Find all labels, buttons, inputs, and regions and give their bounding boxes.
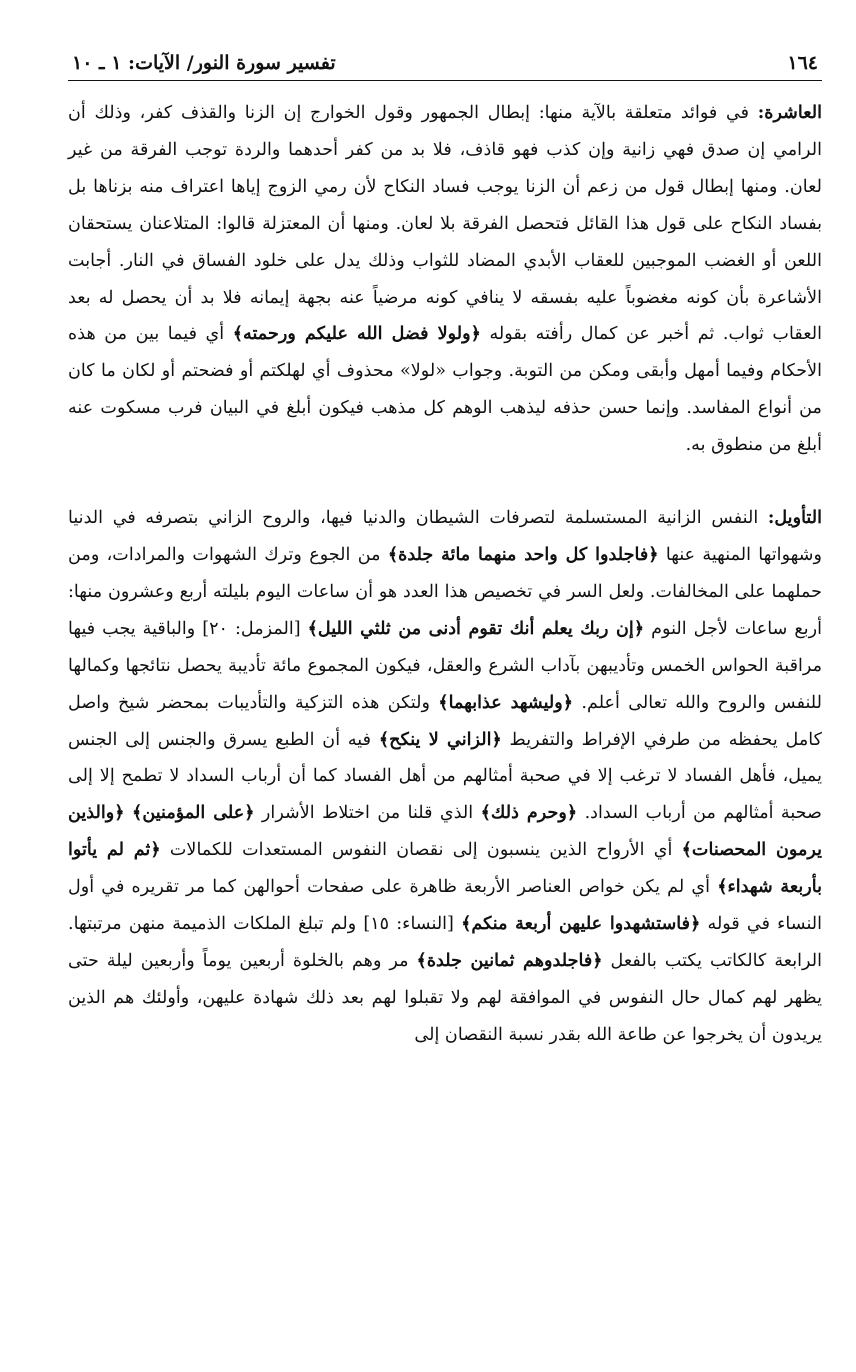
running-title: تفسير سورة النور/ الآيات: ١ ـ ١٠ (72, 52, 336, 74)
quran-verse: ﴿الزاني لا ينكح﴾ (378, 728, 502, 750)
text-segment: أي فيما بين من هذه الأحكام وفيما أمهل وأبقى ومكن من التوبة. وجواب «لولا» محذوف أي لهلكتم أو فضحتم أو لكان ما كان من أنواع المفاسد. وإنما حسن حذفه ليذهب الوهم كل مذهب فيكون أبلغ في البيان فرب مسكوت عنه أبلغ من منطوق به. (68, 324, 822, 456)
text-segment: من الجوع وترك الشهوات والمرادات، ومن حملهما على المخالفات. ولعل السر في تخصيص هذا العدد هو أن ساعات اليوم بليلته أربع وعشرون منها: أربع ساعات لأجل النوم (68, 544, 822, 639)
text-segment: أي لم يكن خواص العناصر الأربعة ظاهرة على صفحات أحوالهن كما مر تقريره في أول النساء في قوله (68, 877, 823, 935)
text-segment: [النساء: ١٥] ولم تبلغ الملكات الذميمة منهن مرتبتها. الرابعة كالكاتب يكتب بالفعل (68, 914, 822, 971)
quran-verse: ﴿إن ربك يعلم أنك تقوم أدنى من ثلثي الليل﴾ (307, 617, 645, 639)
text-segment: مر وهم بالخلوة أربعين يوماً وأربعين ليلة حتى يظهر لهم كمال حال النفوس في الموافقة لهم ولا تقبلوا لهم بعد ذلك شهادة عليهن، وأولئك هم الذين يريدون أن يخرجوا عن طاعة الله بقدر نسبة النقصان إلى (68, 950, 822, 1045)
page-number: ١٦٤ (787, 52, 818, 74)
text-segment: في فوائد متعلقة بالآية منها: إبطال الجمهور وقول الخوارج إن الزنا والقذف كفر، وذلك أن الرامي إن صدق فهي زانية وإن كذب فهو قاذف، فلا بد من كفر أحدهما والردة توجب الفرقة من غير لعان. ومنها إبطال قول من زعم أن الزنا يوجب فساد النكاح لأن رمي الزوج إياها اعتراف منه بزناها بل بفساد النكاح على قول هذا القائل فتحصل الفرقة بلا لعان. ومنها أن المعتزلة قالوا: المتلاعنان يستحقان اللعن أو الغضب الموجبين للعقاب الأبدي المضاد للثواب وذلك يدل على خلود الفساق في النار. أجابت الأشاعرة بأن كونه مغضوباً عليه بفسقه لا ينافي كونه مرضياً عنه بجهة إيمانه فلا بد أن يحصل له بعد العقاب ثواب. ثم أخبر عن كمال رأفته بقوله (68, 103, 822, 345)
quran-verse: ﴿فاستشهدوا عليهن أربعة منكم﴾ (461, 913, 701, 935)
text-segment (125, 803, 132, 823)
quran-verse: ﴿فاجلدوا كل واحد منهما مائة جلدة﴾ (387, 543, 659, 565)
text-segment: النفس الزانية المستسلمة لتصرفات الشيطان والدنيا فيها، والروح الزاني بتصرفه في الدنيا وشهواتها المنهية عنها (68, 508, 823, 565)
text-segment: أي الأرواح الذين ينسبون إلى نقصان النفوس المستعدات للكمالات (160, 840, 682, 861)
quran-verse: ﴿وحرم ذلك﴾ (480, 802, 578, 824)
text-segment: ولتكن هذه التزكية والتأديبات بمحضر شيخ واصل كامل يحفظه من طرفي الإفراط والتفريط (68, 692, 823, 750)
quran-verse: ﴿ولولا فضل الله عليكم ورحمته﴾ (232, 323, 481, 345)
text-segment: فيه أن الطبع يسرق والجنس إلى الجنس يميل، فأهل الفساد لا ترغب إلا في صحبة أمثالهم من أهل الفساد كما أن أرباب السداد لا تطمح إلا إلى صحبة أمثالهم من أرباب السداد. (68, 729, 822, 824)
book-page (68, 52, 822, 1054)
quran-verse: ﴿على المؤمنين﴾ (132, 802, 255, 824)
text-segment: الذي قلنا من اختلاط الأشرار (254, 803, 481, 824)
paragraph-lead: التأويل: (767, 507, 822, 529)
quran-verse: ﴿فاجلدوهم ثمانين جلدة﴾ (416, 949, 603, 971)
paragraph-tawil (68, 500, 822, 1054)
quran-verse: ﴿والذين يرمون المحصنات﴾ (68, 802, 822, 861)
paragraph-body (68, 103, 822, 455)
header-rule (68, 80, 822, 81)
quran-verse: ﴿وليشهد عذابهما﴾ (438, 691, 574, 713)
running-header (68, 52, 822, 80)
text-segment: [المزمل: ٢٠] والباقية يجب فيها مراقبة الحواس الخمس وتأديبهن بآداب الشرع والعقل، فيكون المجموع مائة تأديبة يحصل نتائجها وكمالها للنفس والروح والله تعالى أعلم. (68, 618, 822, 713)
paragraph-body (68, 508, 822, 1045)
quran-verse: ﴿ثم لم يأتوا بأربعة شهداء﴾ (68, 839, 822, 898)
paragraph-fawaid (68, 95, 822, 464)
paragraph-lead: العاشرة: (757, 102, 822, 123)
